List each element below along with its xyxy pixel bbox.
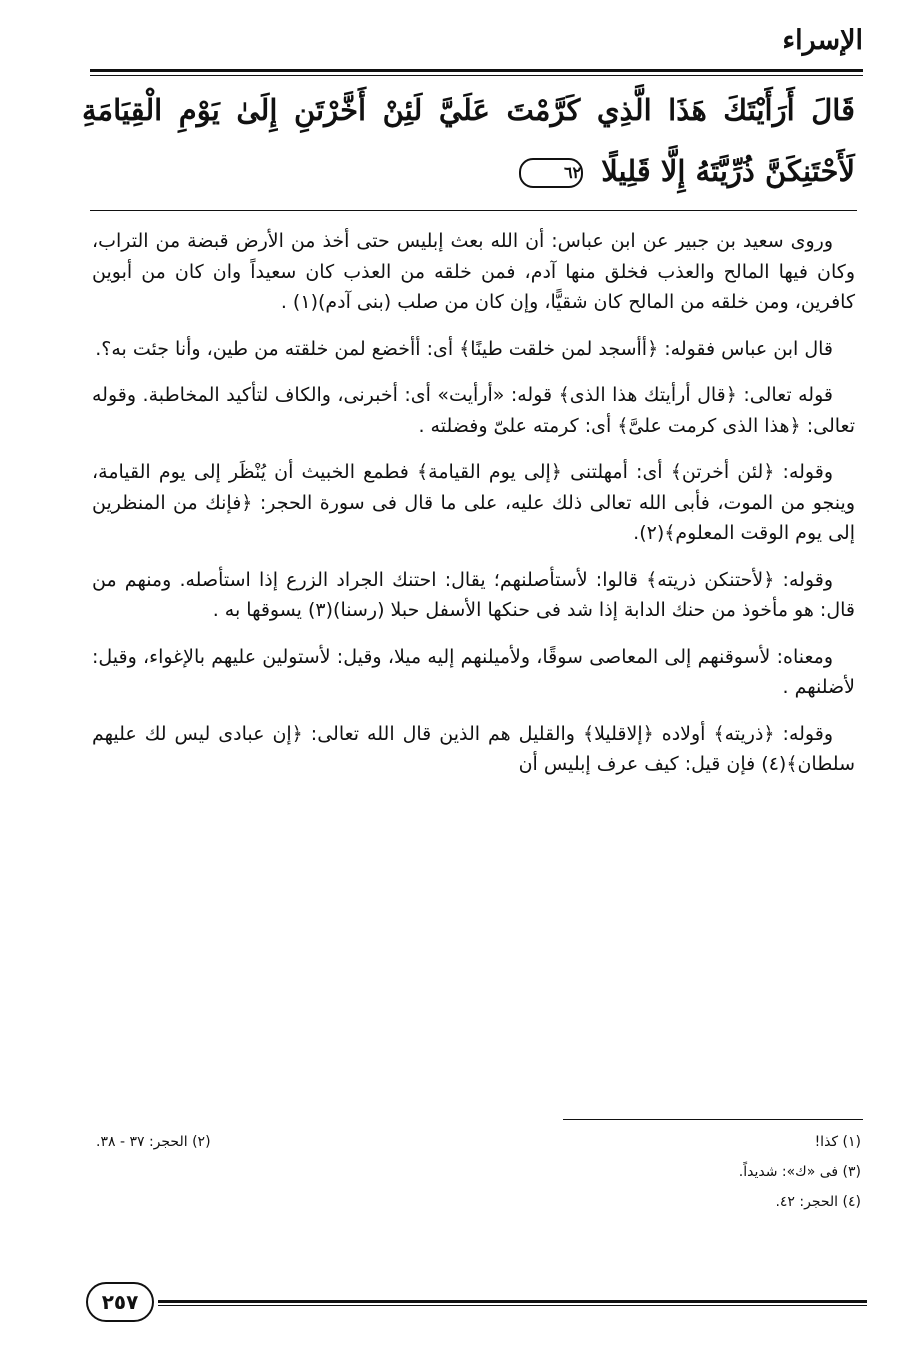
footnote-divider xyxy=(563,1119,863,1120)
paragraph: قال ابن عباس فقوله: ﴿أأسجد لمن خلقت طينًا﴾ أى: أأخضع لمن خلقته من طين، وأنا جئت به؟. xyxy=(95,337,833,360)
paragraph: وقوله: ﴿لئن أخرتن﴾ أى: أمهلتنى ﴿إلى يوم القيامة﴾ فطمع الخبيث أن يُنْظَر إلى يوم القيامة، وينجو من الموت، فأبى الله تعالى ذلك عليه، على ما قال فى سورة الحجر: ﴿فإنك من المنظرين إلى يوم الوقت المعلوم﴾(٢). xyxy=(92,461,855,544)
paragraph: ومعناه: لأسوقنهم إلى المعاصى سوقًا، ولأميلنهم إليه ميلا، وقيل: لأستولين عليهم بالإغواء، وقيل: لأضلنهم . xyxy=(92,645,855,698)
footnotes xyxy=(96,1127,861,1217)
page-number: ٢٥٧ xyxy=(86,1282,154,1322)
paragraph: وقوله: ﴿لأحتنكن ذريته﴾ قالوا: لأستأصلنهم؛ يقال: احتنك الجراد الزرع إذا استأصله. ومنهم من قال: هو مأخوذ من حنك الدابة إذا شد فى حنكها الأسفل حبلا (رسنا)(٣) يسوقها به . xyxy=(92,568,855,621)
footnote-4: (٤) الحجر: ٤٢. xyxy=(775,1194,861,1210)
surah-name-header: الإسراء xyxy=(782,25,863,56)
footnote-row xyxy=(96,1187,861,1217)
footnote-3: (٣) فى «ك»: شديداً. xyxy=(738,1164,861,1180)
paragraph: وقوله: ﴿ذريته﴾ أولاده ﴿إلاقليلا﴾ والقليل هم الذين قال الله تعالى: ﴿إن عبادى ليس لك عليهم سلطان﴾(٤) فإن قيل: كيف عرف إبليس أن xyxy=(92,722,855,775)
paragraph: وروى سعيد بن جبير عن ابن عباس: أن الله بعث إبليس حتى أخذ من الأرض قبضة من التراب، وكان فيها المالح والعذب فخلق منها آدم، فمن خلقه من العذب كان سعيداً وان كان من أبوين كافرين، ومن خلقه من المالح كان شقيًّا، وإن كان من صلب (بنى آدم)(١) . xyxy=(92,230,855,313)
footnote-1: (١) كذا! xyxy=(814,1134,861,1150)
footnote-row xyxy=(96,1127,861,1157)
header-rule xyxy=(90,69,863,76)
paragraph: قوله تعالى: ﴿قال أرأيتك هذا الذى﴾ قوله: «أرأيت» أى: أخبرنى، والكاف لتأكيد المخاطبة. وقوله تعالى: ﴿هذا الذى كرمت علىَّ﴾ أى: كرمته علىّ وفضلته . xyxy=(92,384,855,437)
verse-divider xyxy=(90,210,857,211)
tafsir-body xyxy=(92,226,855,796)
verse-text: قَالَ أَرَأَيْتَكَ هَذَا الَّذِي كَرَّمْتَ عَلَيَّ لَئِنْ أَخَّرْتَنِ إِلَىٰ يَوْمِ الْقِيَامَةِ لَأَحْتَنِكَنَّ ذُرِّيَّتَهُ إِلَّا قَلِيلًا xyxy=(82,93,855,188)
footer-rule xyxy=(158,1300,867,1306)
quran-verse xyxy=(82,80,855,202)
footnote-row xyxy=(96,1157,861,1187)
ayah-number-marker: ٦٢ xyxy=(519,158,583,188)
footnote-2: (٢) الحجر: ٣٧ - ٣٨. xyxy=(96,1134,211,1150)
